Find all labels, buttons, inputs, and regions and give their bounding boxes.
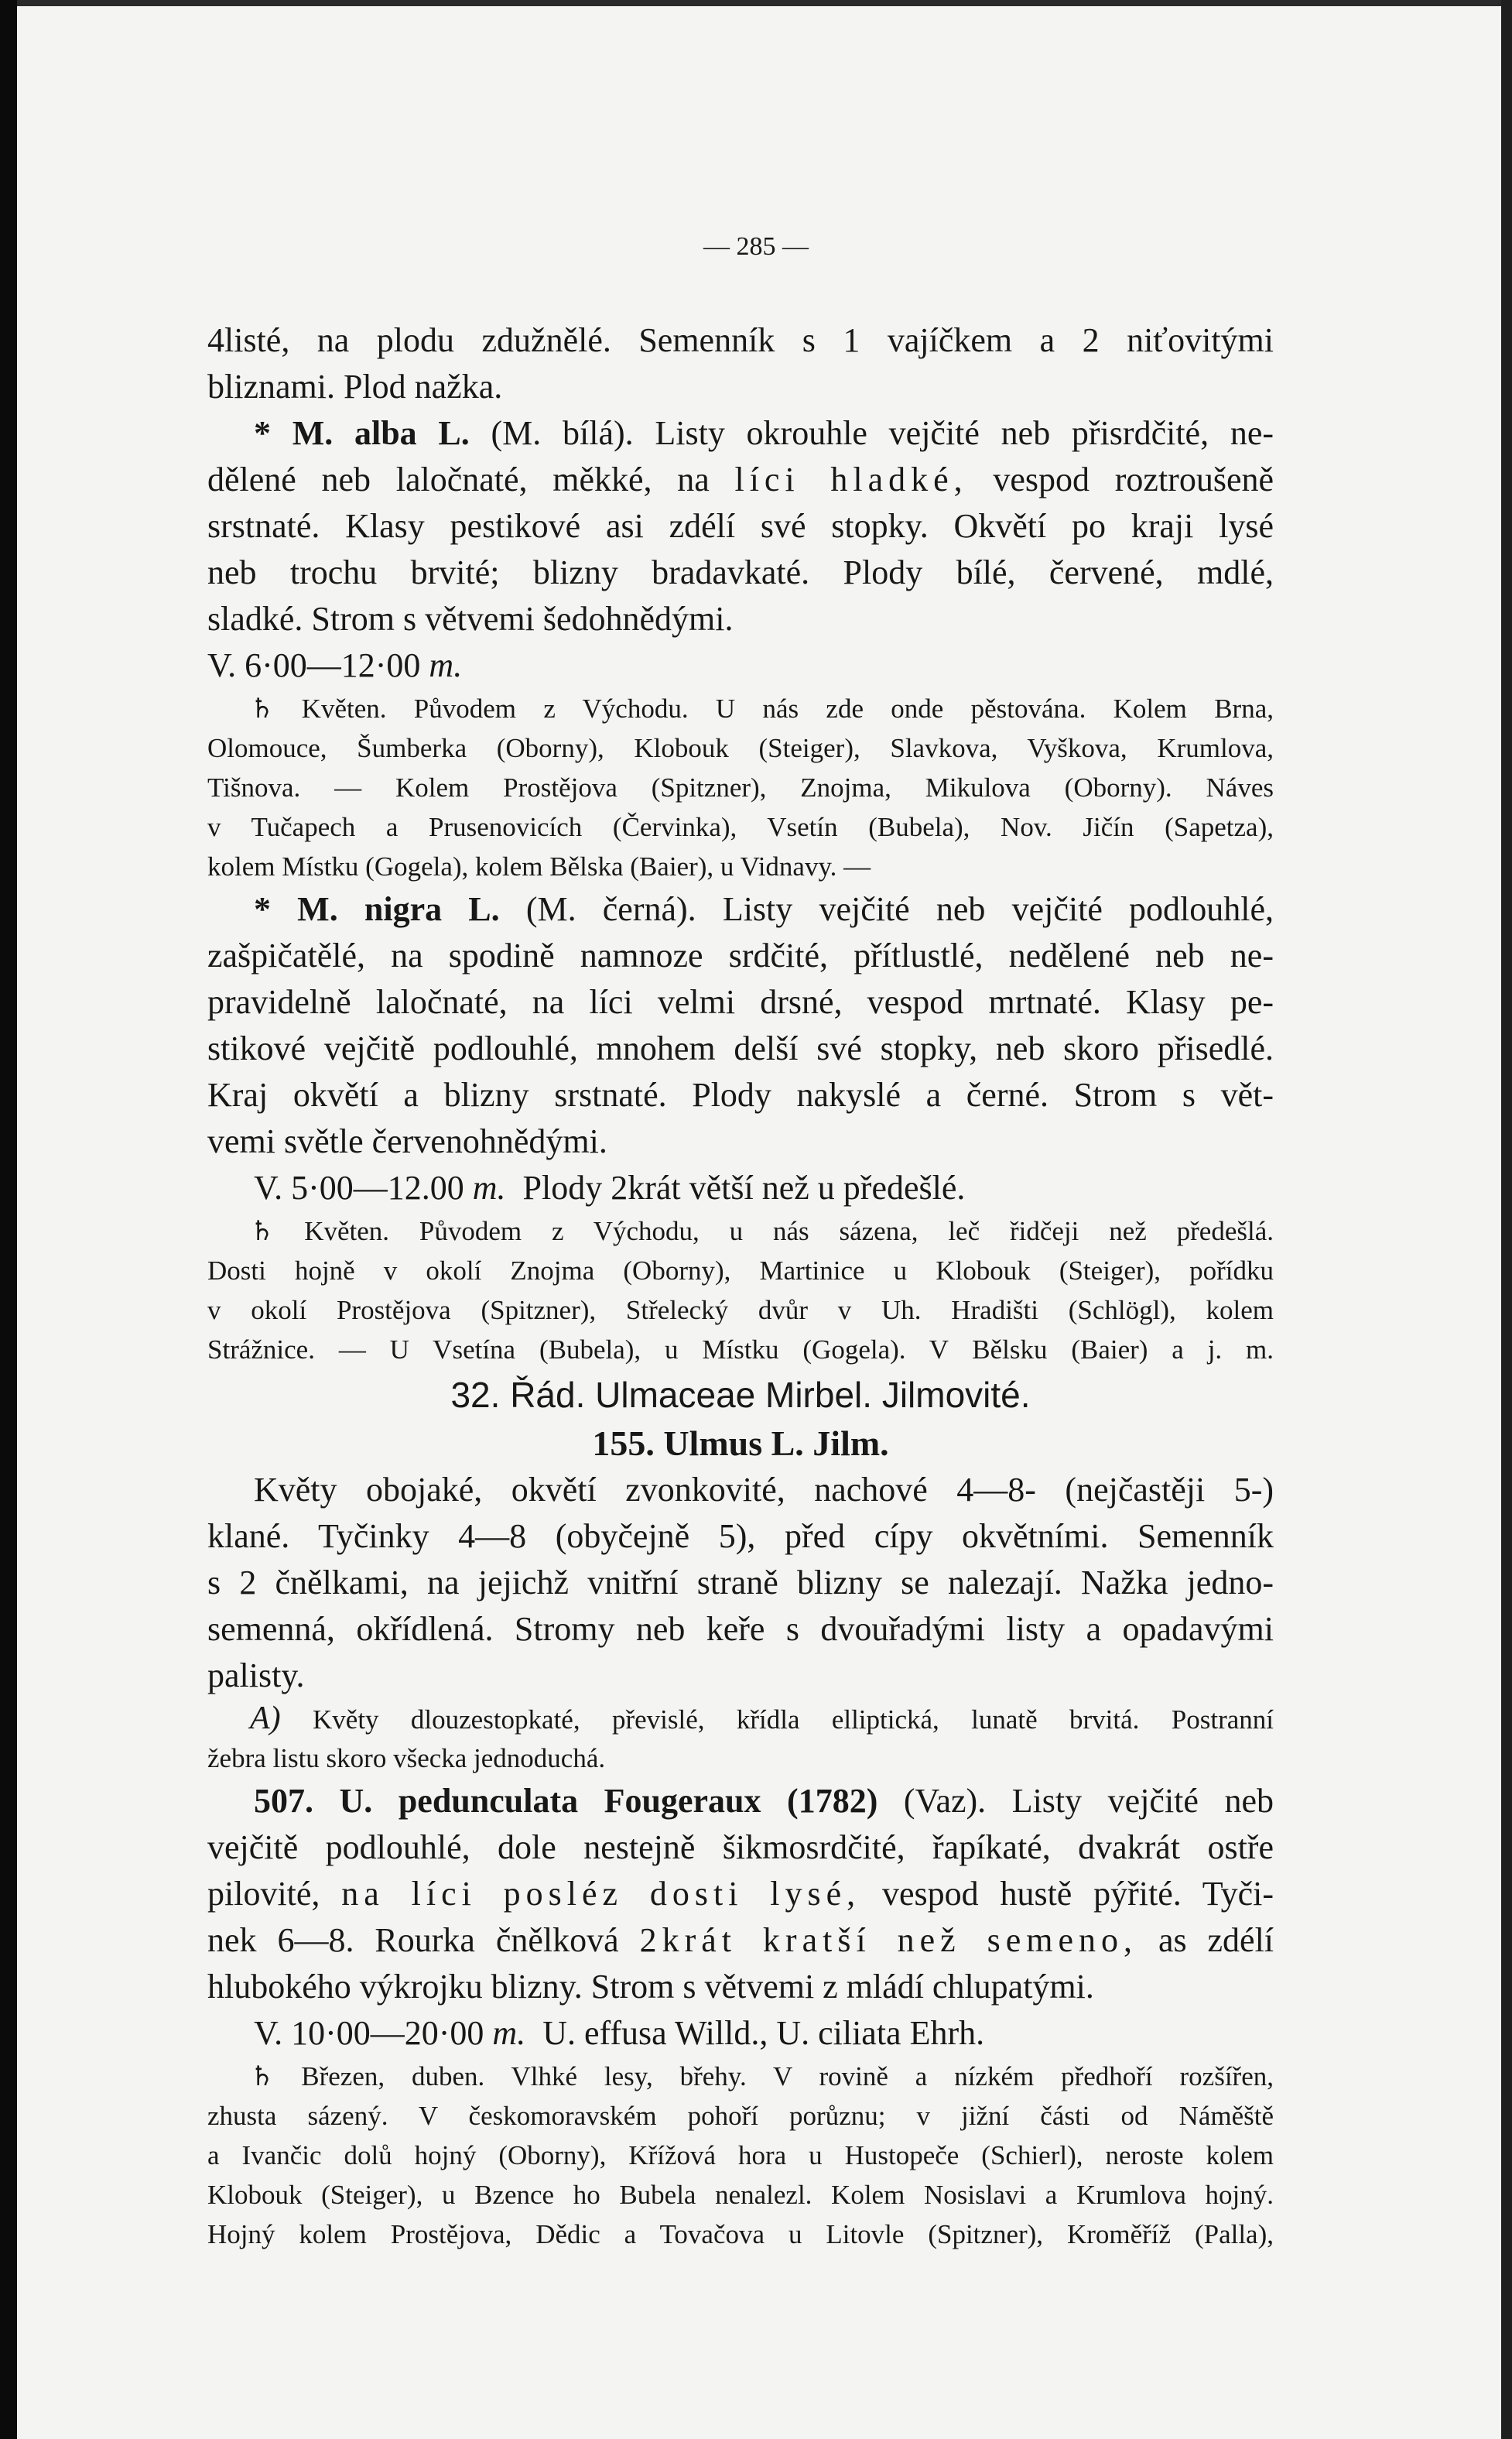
text-line: semenná, okřídlená. Stromy neb keře s dvouřadými listy a opadavými: [207, 1610, 1274, 1648]
species-entry-m-nigra: * M. nigra L. (M. černá). Listy vejčité neb vejčité podlouhlé,: [254, 890, 1274, 928]
text-line: vemi světle červenohnědými.: [207, 1122, 607, 1160]
note-line: zhusta sázený. V českomoravském pohoří porůznu; v jižní části od Náměště: [207, 2101, 1274, 2131]
text-line: nek 6—8. Rourka čnělková 2krát kratší než semeno, as zdélí: [207, 1921, 1274, 1959]
note-line: kolem Místku (Gogela), kolem Bělska (Baier), u Vidnavy. —: [207, 851, 871, 882]
note-line: Tišnova. — Kolem Prostějova (Spitzner), Znojma, Mikulova (Oborny). Náves: [207, 772, 1274, 803]
spaced-emphasis: líci hladké,: [734, 461, 968, 498]
species-name: * M. nigra L.: [254, 890, 500, 928]
order-heading: 32. Řád. Ulmaceae Mirbel. Jilmovité.: [450, 1375, 1031, 1415]
note-line: Klobouk (Steiger), u Bzence ho Bubela nenalezl. Kolem Nosislavi a Krumlova hojný.: [207, 2180, 1274, 2210]
note-line: v okolí Prostějova (Spitzner), Střelecký dvůr v Uh. Hradišti (Schlögl), kolem: [207, 1295, 1274, 1325]
text-line: 4listé, na plodu zdužnělé. Semenník s 1 vajíčkem a 2 niťovitými: [207, 321, 1274, 359]
text-line: srstnaté. Klasy pestikové asi zdélí své stopky. Okvětí po kraji lysé: [207, 507, 1274, 545]
size-line: V. 6·00—12·00 m.: [207, 646, 463, 684]
size-line: V. 10·00—20·00 m. U. effusa Willd., U. ciliata Ehrh.: [254, 2014, 985, 2052]
section-a-line: A) Květy dlouzestopkaté, převislé, křídla elliptická, lunatě brvitá. Postranní: [250, 1701, 1274, 1736]
species-name: 507. U. pedunculata Fougeraux (1782): [254, 1782, 878, 1820]
text-line: hlubokého výkrojku blizny. Strom s větvemi z mládí chlupatými.: [207, 1968, 1094, 2006]
note-line: Strážnice. — U Vsetína (Bubela), u Místku (Gogela). V Bělsku (Baier) a j. m.: [207, 1334, 1274, 1365]
spaced-emphasis: 2krát kratší než semeno,: [639, 1921, 1137, 1959]
text-line: sladké. Strom s větvemi šedohnědými.: [207, 600, 734, 638]
scan-edge-top: [17, 0, 1501, 6]
text-line: pilovité, na líci posléz dosti lysé, vespod hustě pýřité. Tyči-: [207, 1875, 1274, 1913]
note-line: Olomouce, Šumberka (Oborny), Klobouk (Steiger), Slavkova, Vyškova, Krumlova,: [207, 733, 1274, 763]
note-line: ♄ Březen, duben. Vlhké lesy, břehy. V rovině a nízkém předhoří rozšířen,: [250, 2061, 1274, 2091]
genus-heading: 155. Ulmus L. Jilm.: [592, 1423, 889, 1463]
scan-edge-right: [1501, 0, 1512, 2439]
text-line: s 2 čnělkami, na jejichž vnitřní straně blizny se nalezají. Nažka jedno-: [207, 1564, 1274, 1601]
text-line: dělené neb laločnaté, měkké, na líci hladké, vespod roztroušeně: [207, 461, 1274, 498]
text-line: zašpičatělé, na spodině namnoze srdčité, přítlustlé, nedělené neb ne-: [207, 937, 1274, 975]
note-line: ♄ Květen. Původem z Východu. U nás zde onde pěstována. Kolem Brna,: [250, 694, 1274, 724]
note-line: Hojný kolem Prostějova, Dědic a Tovačova u Litovle (Spitzner), Kroměříž (Palla),: [207, 2219, 1274, 2249]
text-line: Kraj okvětí a blizny srstnaté. Plody nakyslé a černé. Strom s vět-: [207, 1076, 1274, 1114]
text-line: bliznami. Plod nažka.: [207, 368, 503, 406]
spaced-emphasis: na líci posléz dosti lysé,: [341, 1875, 861, 1913]
text-column: [207, 317, 1274, 2254]
note-line: ♄ Květen. Původem z Východu, u nás sázena, leč řidčeji než předešlá.: [250, 1216, 1274, 1246]
note-line: a Ivančic dolů hojný (Oborny), Křížová hora u Hustopeče (Schierl), neroste kolem: [207, 2140, 1274, 2170]
text-line: klané. Tyčinky 4—8 (obyčejně 5), před cípy okvětními. Semenník: [207, 1517, 1274, 1555]
species-name: * M. alba L.: [254, 414, 470, 452]
text-line: palisty.: [207, 1656, 305, 1694]
scan-edge-left: [0, 0, 17, 2439]
text-line: vejčitě podlouhlé, dole nestejně šikmosrdčité, řapíkaté, dvakrát ostře: [207, 1828, 1274, 1866]
page-number: — 285 —: [703, 232, 809, 261]
note-line: v Tučapech a Prusenovicích (Červinka), Vsetín (Bubela), Nov. Jičín (Sapetza),: [207, 812, 1274, 842]
size-line: V. 5·00—12.00 m. Plody 2krát větší než u předešlé.: [254, 1169, 966, 1207]
species-entry-u-pedunculata: 507. U. pedunculata Fougeraux (1782) (Vaz). Listy vejčité neb: [254, 1782, 1274, 1820]
text-line: pravidelně laločnaté, na líci velmi drsné, vespod mrtnaté. Klasy pe-: [207, 983, 1274, 1021]
note-line: Dosti hojně v okolí Znojma (Oborny), Martinice u Klobouk (Steiger), pořídku: [207, 1255, 1274, 1286]
species-entry-m-alba: * M. alba L. (M. bílá). Listy okrouhle vejčité neb přisrdčité, ne-: [254, 414, 1274, 452]
text-line: stikové vejčitě podlouhlé, mnohem delší své stopky, neb skoro přisedlé.: [207, 1029, 1274, 1067]
note-line: žebra listu skoro všecka jednoduchá.: [207, 1743, 606, 1773]
text-line: neb trochu brvité; blizny bradavkaté. Plody bílé, červené, mdlé,: [207, 553, 1274, 591]
text-line: Květy obojaké, okvětí zvonkovité, nachové 4—8- (nejčastěji 5-): [254, 1471, 1274, 1509]
